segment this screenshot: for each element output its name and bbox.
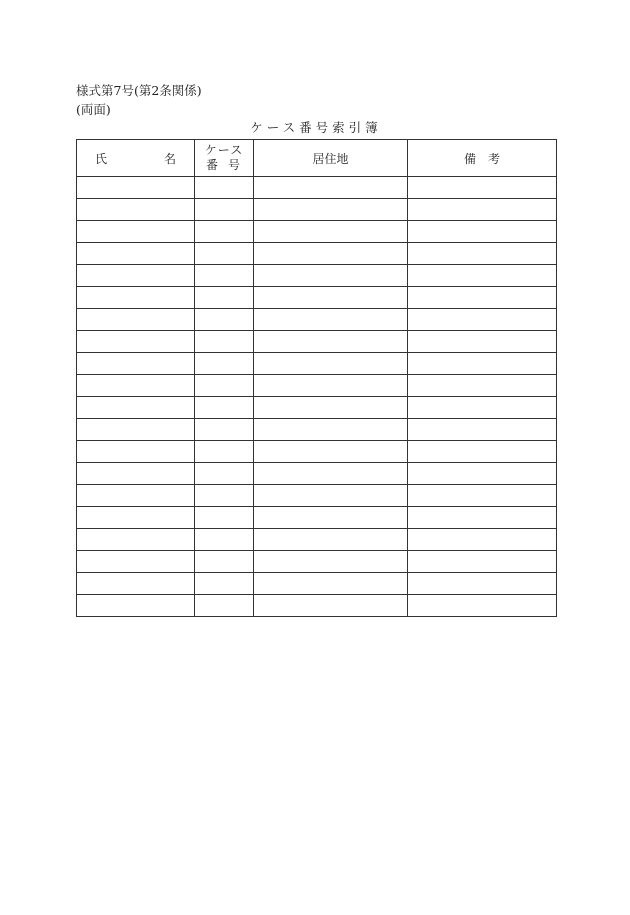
header-case-number bbox=[195, 140, 254, 177]
name-cell[interactable] bbox=[77, 177, 195, 199]
name-cell[interactable] bbox=[77, 573, 195, 595]
name-cell[interactable] bbox=[77, 507, 195, 529]
name-cell[interactable] bbox=[77, 485, 195, 507]
remarks-cell[interactable] bbox=[408, 573, 557, 595]
remarks-cell[interactable] bbox=[408, 309, 557, 331]
case-number-cell[interactable] bbox=[195, 441, 254, 463]
case-index-table bbox=[76, 139, 557, 617]
address-cell[interactable] bbox=[254, 221, 408, 243]
case-number-cell[interactable] bbox=[195, 353, 254, 375]
address-cell[interactable] bbox=[254, 199, 408, 221]
case-number-cell[interactable] bbox=[195, 331, 254, 353]
case-number-cell[interactable] bbox=[195, 595, 254, 617]
address-cell[interactable] bbox=[254, 265, 408, 287]
case-number-cell[interactable] bbox=[195, 375, 254, 397]
name-cell[interactable] bbox=[77, 551, 195, 573]
case-number-cell[interactable] bbox=[195, 485, 254, 507]
name-cell[interactable] bbox=[77, 353, 195, 375]
table-row bbox=[77, 463, 557, 485]
table-header-row bbox=[77, 140, 557, 177]
header-name-second: 名 bbox=[163, 151, 176, 166]
case-number-cell[interactable] bbox=[195, 529, 254, 551]
remarks-cell[interactable] bbox=[408, 243, 557, 265]
case-number-cell[interactable] bbox=[195, 287, 254, 309]
remarks-cell[interactable] bbox=[408, 331, 557, 353]
table-row bbox=[77, 287, 557, 309]
name-cell[interactable] bbox=[77, 529, 195, 551]
table-row bbox=[77, 243, 557, 265]
table-row bbox=[77, 529, 557, 551]
form-number-label: 様式第7号(第2条関係) bbox=[76, 83, 202, 98]
case-number-cell[interactable] bbox=[195, 551, 254, 573]
remarks-cell[interactable] bbox=[408, 595, 557, 617]
case-number-cell[interactable] bbox=[195, 177, 254, 199]
case-number-cell[interactable] bbox=[195, 309, 254, 331]
address-cell[interactable] bbox=[254, 463, 408, 485]
remarks-cell[interactable] bbox=[408, 199, 557, 221]
header-name bbox=[77, 140, 195, 177]
case-number-cell[interactable] bbox=[195, 463, 254, 485]
case-number-cell[interactable] bbox=[195, 507, 254, 529]
document-title: ケース番号索引簿 bbox=[250, 120, 382, 135]
name-cell[interactable] bbox=[77, 419, 195, 441]
address-cell[interactable] bbox=[254, 507, 408, 529]
table-row bbox=[77, 441, 557, 463]
table-row bbox=[77, 199, 557, 221]
case-number-cell[interactable] bbox=[195, 199, 254, 221]
remarks-cell[interactable] bbox=[408, 375, 557, 397]
table-row bbox=[77, 485, 557, 507]
address-cell[interactable] bbox=[254, 485, 408, 507]
header-case-line2: 番号 bbox=[205, 158, 250, 172]
address-cell[interactable] bbox=[254, 309, 408, 331]
table-body bbox=[77, 177, 557, 617]
address-cell[interactable] bbox=[254, 419, 408, 441]
name-cell[interactable] bbox=[77, 265, 195, 287]
remarks-cell[interactable] bbox=[408, 551, 557, 573]
name-cell[interactable] bbox=[77, 331, 195, 353]
table-row bbox=[77, 221, 557, 243]
table-row bbox=[77, 375, 557, 397]
remarks-cell[interactable] bbox=[408, 507, 557, 529]
name-cell[interactable] bbox=[77, 375, 195, 397]
table-row bbox=[77, 177, 557, 199]
remarks-cell[interactable] bbox=[408, 265, 557, 287]
remarks-cell[interactable] bbox=[408, 353, 557, 375]
remarks-cell[interactable] bbox=[408, 419, 557, 441]
name-cell[interactable] bbox=[77, 199, 195, 221]
remarks-cell[interactable] bbox=[408, 397, 557, 419]
address-cell[interactable] bbox=[254, 177, 408, 199]
address-cell[interactable] bbox=[254, 397, 408, 419]
table-row bbox=[77, 397, 557, 419]
case-number-cell[interactable] bbox=[195, 265, 254, 287]
table-row bbox=[77, 309, 557, 331]
remarks-cell[interactable] bbox=[408, 441, 557, 463]
remarks-cell[interactable] bbox=[408, 463, 557, 485]
header-name-first: 氏 bbox=[95, 151, 108, 166]
case-number-cell[interactable] bbox=[195, 397, 254, 419]
address-cell[interactable] bbox=[254, 529, 408, 551]
address-cell[interactable] bbox=[254, 551, 408, 573]
address-cell[interactable] bbox=[254, 331, 408, 353]
address-cell[interactable] bbox=[254, 573, 408, 595]
name-cell[interactable] bbox=[77, 595, 195, 617]
side-label: (両面) bbox=[76, 102, 111, 117]
remarks-cell[interactable] bbox=[408, 485, 557, 507]
case-number-cell[interactable] bbox=[195, 221, 254, 243]
address-cell[interactable] bbox=[254, 287, 408, 309]
name-cell[interactable] bbox=[77, 397, 195, 419]
name-cell[interactable] bbox=[77, 309, 195, 331]
address-cell[interactable] bbox=[254, 595, 408, 617]
name-cell[interactable] bbox=[77, 441, 195, 463]
address-cell[interactable] bbox=[254, 353, 408, 375]
address-cell[interactable] bbox=[254, 441, 408, 463]
remarks-cell[interactable] bbox=[408, 221, 557, 243]
address-cell[interactable] bbox=[254, 243, 408, 265]
case-number-cell[interactable] bbox=[195, 419, 254, 441]
case-number-cell[interactable] bbox=[195, 243, 254, 265]
name-cell[interactable] bbox=[77, 463, 195, 485]
address-cell[interactable] bbox=[254, 375, 408, 397]
remarks-cell[interactable] bbox=[408, 529, 557, 551]
table-row bbox=[77, 353, 557, 375]
name-cell[interactable] bbox=[77, 243, 195, 265]
header-remarks-label: 備考 bbox=[463, 151, 512, 166]
table-row bbox=[77, 419, 557, 441]
table-row bbox=[77, 331, 557, 353]
table-row bbox=[77, 595, 557, 617]
table-row bbox=[77, 507, 557, 529]
table-row bbox=[77, 573, 557, 595]
name-cell[interactable] bbox=[77, 287, 195, 309]
header-address: 居住地 bbox=[254, 140, 408, 177]
case-number-cell[interactable] bbox=[195, 573, 254, 595]
table-row bbox=[77, 551, 557, 573]
remarks-cell[interactable] bbox=[408, 287, 557, 309]
name-cell[interactable] bbox=[77, 221, 195, 243]
header-remarks bbox=[408, 140, 557, 177]
remarks-cell[interactable] bbox=[408, 177, 557, 199]
table-row bbox=[77, 265, 557, 287]
header-case-line1: ケース bbox=[204, 143, 244, 157]
